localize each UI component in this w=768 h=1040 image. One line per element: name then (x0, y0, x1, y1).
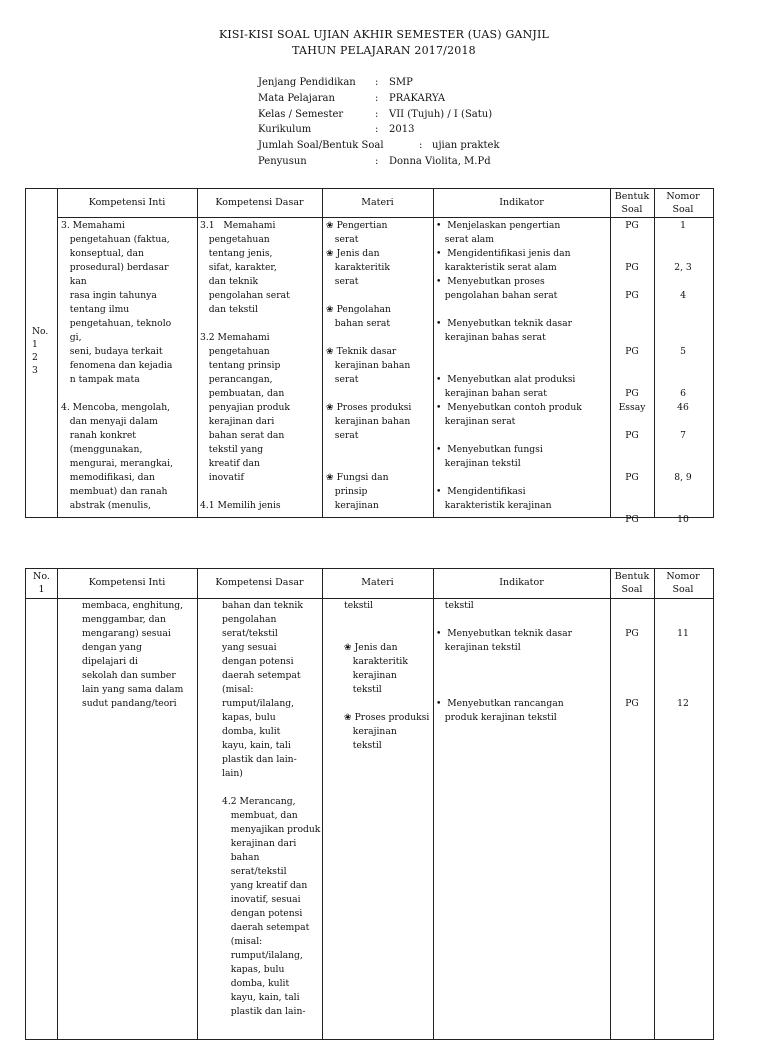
meta-value-mapel: PRAKARYA (389, 93, 446, 104)
meta-value-penyusun: Donna Violita, M.Pd (389, 156, 491, 167)
header-indikator: Indikator (499, 577, 544, 588)
meta-label-mapel: Mata Pelajaran (258, 93, 335, 104)
meta-label-jumlah: Jumlah Soal/Bentuk Soal (258, 140, 384, 151)
header-kompetensi-dasar: Kompetensi Dasar (215, 577, 304, 588)
meta-label-kelas: Kelas / Semester (258, 109, 344, 120)
header-nomor-soal: Nomor Soal (666, 571, 700, 595)
cell-bentuk-soal: PG PG PG PG PG Essay PG PG PG (618, 220, 646, 525)
header-bentuk-soal: Bentuk Soal (614, 571, 650, 595)
cell-bentuk-soal: PG PG (625, 628, 639, 709)
header-materi: Materi (361, 197, 394, 208)
meta-label-penyusun: Penyusun (258, 156, 307, 167)
meta-sep: : (375, 156, 379, 167)
cell-indikator: • Menjelaskan pengertian serat alam • Mengidentifikasi jenis dan karakteristik serat alam • Menyebutkan proses pengolahan bahan serat • Menyebutkan teknik dasar kerajinan bahas serat • Menyebutkan alat produksi kerajinan bahan serat • Menyebutkan contoh produk kerajinan serat • Menyebutkan fungsi kerajinan tekstil • Mengidentifikasi karakteristik kerajinan (436, 220, 582, 511)
cell-kompetensi-inti: 3. Memahami pengetahuan (faktua, konseptual, dan prosedural) berdasar kan rasa ingin tahunya tentang ilmu pengetahuan, teknolo gi, seni, budaya terkait fenomena dan kejadia n tampak mata 4. Mencoba, mengolah, dan menyaji dalam ranah konkret (menggunakan, mengurai, merangkai, memodifikasi, dan membuat) dan ranah abstrak (menulis, (61, 220, 173, 511)
cell-indikator: tekstil • Menyebutkan teknik dasar kerajinan tekstil • Menyebutkan rancangan produk kerajinan tekstil (436, 600, 573, 723)
meta-value-jenjang: SMP (389, 77, 413, 88)
cell-kompetensi-dasar: bahan dan teknik pengolahan serat/tekstil yang sesuai dengan potensi daerah setempat (misal: rumput/ilalang, kapas, bulu domba, kulit kayu, kain, tali plastik dan lain- lain) 4.2 Merancang, membuat, dan menyajikan produk kerajinan dari bahan serat/tekstil yang kreatif dan inovatif, sesuai dengan potensi daerah setempat (misal: rumput/ilalang, kapas, bulu domba, kulit kayu, kain, tali plastik dan lain- (222, 600, 321, 1017)
meta-sep: : (375, 93, 379, 104)
cell-nomor-soal: 11 12 (677, 628, 689, 709)
meta-sep: : (419, 140, 423, 151)
cell-kompetensi-dasar: 3.1 Memahami pengetahuan tentang jenis, sifat, karakter, dan teknik pengolahan serat dan tekstil 3.2 Memahami pengetahuan tentang prinsip perancangan, pembuatan, dan penyajian produk kerajinan dari bahan serat dan tekstil yang kreatif dan inovatif 4.1 Memilih jenis (200, 220, 290, 511)
meta-sep: : (375, 124, 379, 135)
document-title: KISI-KISI SOAL UJIAN AKHIR SEMESTER (UAS) GANJIL (218, 28, 550, 41)
header-nomor-soal: Nomor Soal (666, 191, 700, 215)
header-bentuk-soal: Bentuk Soal (614, 191, 650, 215)
cell-nomor-soal: 1 2, 3 4 5 6 46 7 8, 9 10 (674, 220, 692, 525)
cell-kompetensi-inti: membaca, enghitung, menggambar, dan mengarang) sesuai dengan yang dipelajari di sekolah dan sumber lain yang sama dalam sudut pandang/teori (82, 600, 184, 709)
header-indikator: Indikator (499, 197, 544, 208)
row-number: No. 1 2 3 (32, 326, 49, 376)
meta-value-kurikulum: 2013 (389, 124, 415, 135)
cell-materi: ❀ Pengertian serat ❀ Jenis dan karakteritik serat ❀ Pengolahan bahan serat ❀ Teknik dasar kerajinan bahan serat ❀ Proses produksi kerajinan bahan serat ❀ Fungsi dan prinsip kerajinan (326, 220, 412, 511)
header-kompetensi-inti: Kompetensi Inti (88, 197, 166, 208)
header-kompetensi-dasar: Kompetensi Dasar (215, 197, 304, 208)
kisi-kisi-table-2 (25, 568, 714, 1040)
header-no: No. 1 (33, 571, 50, 595)
document-subtitle: TAHUN PELAJARAN 2017/2018 (292, 44, 476, 57)
header-kompetensi-inti: Kompetensi Inti (88, 577, 166, 588)
meta-label-jenjang: Jenjang Pendidikan (258, 77, 356, 88)
meta-label-kurikulum: Kurikulum (258, 124, 312, 135)
meta-sep: : (375, 109, 379, 120)
cell-materi: tekstil ❀ Jenis dan karakteritik kerajinan tekstil ❀ Proses produksi kerajinan tekstil (344, 600, 430, 751)
meta-sep: : (375, 77, 379, 88)
kisi-kisi-table-1 (25, 188, 714, 525)
meta-value-jumlah: ujian praktek (432, 140, 500, 151)
meta-value-kelas: VII (Tujuh) / I (Satu) (389, 109, 493, 120)
header-materi: Materi (361, 577, 394, 588)
